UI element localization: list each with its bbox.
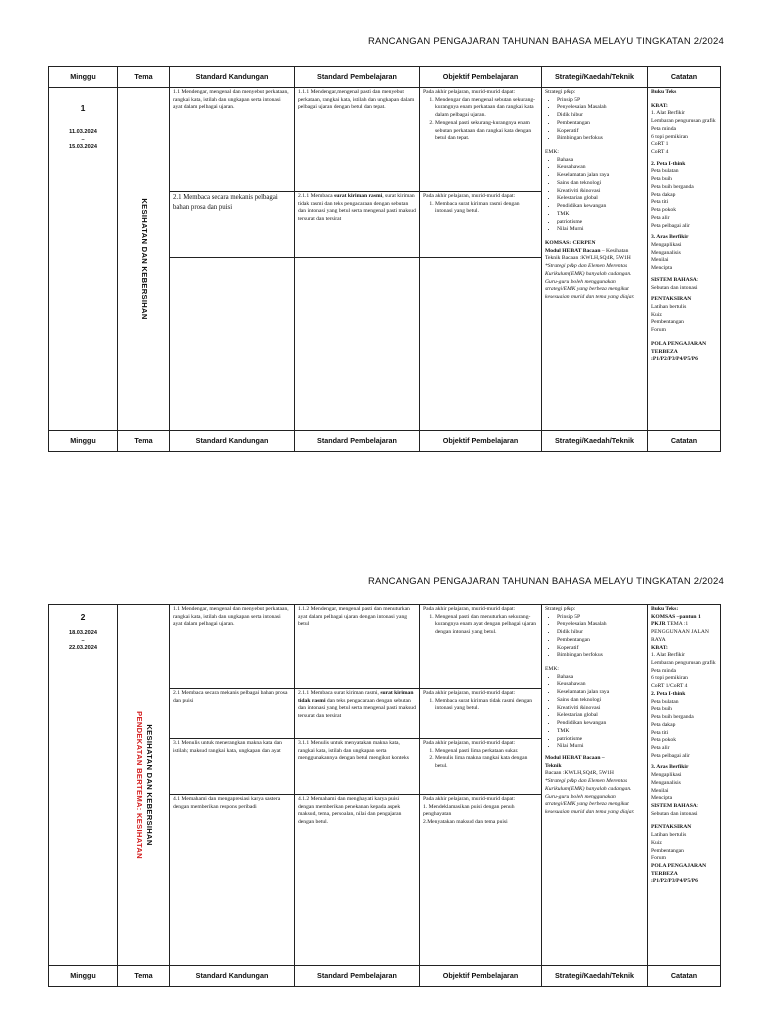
catatan-cell <box>648 605 721 966</box>
cat-line: Kuiz <box>651 839 662 846</box>
cat-line: CoRT 1/CoRT 4 <box>651 683 688 690</box>
strategi-item: • Penyelesaian Masalah <box>557 621 644 629</box>
sk-text: 1.1 Mendengar, mengenal dan menyebut perkataan, rangkai kata, istilah dan ungkapan serta intonasi ayat dalam pelbagai ujaran. <box>173 89 289 111</box>
cat-pentaksiran: PENTAKSIRAN <box>651 296 692 303</box>
cat-line: Peta dakap <box>651 721 676 728</box>
cat-sistem-bahasa-rest: : Sebutan dan intonasi <box>651 802 699 817</box>
sk-text: 2.1 Membaca secara mekanis pelbagai bahan prosa dan puisi <box>173 194 278 211</box>
cat-line: Peta buih <box>651 706 672 713</box>
objektif-cell <box>420 192 542 258</box>
week-date-start: 18.03.2024 <box>69 629 97 636</box>
table-row <box>49 88 721 192</box>
table-footer-row <box>49 431 721 452</box>
cat-pkjr: PKJR <box>651 621 666 628</box>
week-date-dash: – <box>81 637 85 644</box>
cat-line: Mencipta <box>651 795 673 802</box>
tema-red-text: PENDEKATAN BERTEMA: KESIHATAN <box>134 711 144 859</box>
cat-line: Peta alir <box>651 214 670 221</box>
strategi-item: • Pembentangan <box>557 637 644 645</box>
col-footer-catatan: Catatan <box>648 966 721 987</box>
sp-text-b: dan teks pengacaraan dengan sebutan dan intonasi yang betul serta mengenal pasti maksud tersurat dan tersirat <box>298 697 416 720</box>
week-number: 2 <box>80 612 86 622</box>
col-footer-minggu: Minggu <box>49 431 118 452</box>
emk-item: • Keselamatan jalan raya <box>557 172 644 180</box>
cat-buku-teks: Buku Teks <box>651 89 677 95</box>
op-item: 1. Mendeklamasikan puisi dengan penuh penghayatan <box>423 803 515 818</box>
tema-text: KESIHATAN DAN KEBERSIHAN <box>144 724 154 846</box>
col-footer-objektif-pembelajaran: Objektif Pembelajaran <box>420 431 542 452</box>
standard-pembelajaran-cell <box>295 88 420 192</box>
cat-sistem-bahasa: SISTEM BAHASA <box>651 802 697 809</box>
emk-item: • Bahasa <box>557 157 644 165</box>
col-header-minggu: Minggu <box>49 67 118 88</box>
cat-line: Peta pelbagai alir <box>651 222 690 229</box>
cat-line: Peta titi <box>651 199 669 206</box>
emk-item: • TMK <box>557 728 644 736</box>
cat-line: Lembaran pengurusan grafik <box>651 660 716 667</box>
cat-line: Peta buih <box>651 176 672 183</box>
sp-text: 3.1.1 Menulis untuk menyatakan makna kata, rangkai kata, istilah dan ungkapan serta menggunakannya dengan betul mengikut konteks <box>298 740 409 762</box>
cat-line: Menganalisis <box>651 779 681 786</box>
empty-cell <box>170 258 295 431</box>
cat-sistem-bahasa-rest: : Sebutan dan intonasi <box>651 276 699 291</box>
cat-line: Menganalisis <box>651 249 681 256</box>
op-item: 1. Mendengar dan mengenal sebutan sekurang-kurangnya enam perkataan dan rangkai kata dalam pelbagai ujaran. <box>435 97 538 120</box>
op-item: 2. Menulis lima makna rangkai kata dengan betul. <box>435 755 538 770</box>
cat-line: 6 topi pemikiran <box>651 133 688 140</box>
cat-line: Peta pelbagai alir <box>651 752 690 759</box>
objektif-cell <box>420 689 542 739</box>
cat-peta-title: 2. Peta I-think <box>651 160 686 167</box>
col-footer-standard-pembelajaran: Standard Pembelajaran <box>295 966 420 987</box>
strategi-item: • Prinsip 5P <box>557 614 644 622</box>
objektif-cell <box>420 795 542 966</box>
sp-text-a: 2.1.1 Membaca <box>298 193 335 199</box>
standard-pembelajaran-cell <box>295 689 420 739</box>
emk-item: • Pendidikan kewangan <box>557 720 644 728</box>
cat-line: Mengaplikasi <box>651 772 682 779</box>
sk-text: 4.1 Memahami dan mengapresiasi karya sastera dengan memberikan respons peribadi <box>173 796 281 810</box>
cat-line: Mencipta <box>651 265 673 272</box>
emk-item: • Kreativiti &inovasi <box>557 188 644 196</box>
strategi-cell <box>542 88 648 431</box>
cat-peta-title: 2. Peta I-think <box>651 690 686 697</box>
strategi-item: • Didik hibur <box>557 112 644 120</box>
cat-line: Mengaplikasi <box>651 241 682 248</box>
standard-kandungan-cell <box>170 795 295 966</box>
col-header-tema: Tema <box>118 67 170 88</box>
week-cell <box>49 88 118 431</box>
col-footer-strategi: Strategi/Kaedah/Teknik <box>542 966 648 987</box>
week-date-end: 15.03.2024 <box>69 144 97 151</box>
op-intro: Pada akhir pelajaran, murid-murid dapat: <box>423 796 516 802</box>
emk-item: • Kelestarian global <box>557 195 644 203</box>
empty-cell <box>295 258 420 431</box>
op-item: 2. Mengenal pasti sekurang-kurangnya enam sebutan perkataan dan rangkai kata dengan betul dan tepat. <box>435 120 538 143</box>
cat-line: Lembaran pengurusan grafik <box>651 118 716 125</box>
strategi-cell <box>542 605 648 966</box>
standard-pembelajaran-cell <box>295 795 420 966</box>
col-header-catatan: Catatan <box>648 67 721 88</box>
strategi-item: • Pembentangan <box>557 120 644 128</box>
table-row <box>49 605 721 689</box>
cat-line: CoRT 4 <box>651 149 669 156</box>
standard-kandungan-cell <box>170 689 295 739</box>
cat-pola: POLA PENGAJARAN TERBEZA :P1/P2/P3/P4/P5/P6 <box>651 863 707 885</box>
op-item: 1. Mengenal pasti dan menuturkan sekurang-kurangnya enam ayat dengan pelbagai ujaran dengan intonasi yang betul. <box>435 614 538 637</box>
emk-label: EMK: <box>545 666 559 673</box>
week-number: 1 <box>80 103 86 113</box>
page-title-1: RANCANGAN PENGAJARAN TAHUNAN BAHASA MELAYU TINGKATAN 2/2024 <box>367 36 724 47</box>
cat-line: Peta titi <box>651 729 669 736</box>
cat-komsas: KOMSAS –pantun 1 <box>651 613 701 620</box>
op-item: 1. Membaca surat kiriman rasmi dengan intonasi yang betul. <box>435 201 538 216</box>
cat-line: Peta alir <box>651 744 670 751</box>
cat-line: Peta buih berganda <box>651 183 694 190</box>
cat-line: Forum <box>651 327 666 334</box>
cat-line: Pembentangan <box>651 319 684 326</box>
cat-aras-title: 3. Aras Berfikir <box>651 764 689 771</box>
emk-item: • TMK <box>557 211 644 219</box>
emk-item: • Nilai Murni <box>557 226 644 234</box>
tema-cell <box>118 605 170 966</box>
week-date-end: 22.03.2024 <box>69 645 97 652</box>
emk-item: • Sains dan teknologi <box>557 180 644 188</box>
week-date-dash: – <box>81 136 85 143</box>
strategi-note: *Strategi p&p dan Elemen Merentas Kurikulum(EMK) hanyalah cadangan. Guru-guru boleh menggunakan strategi/EMK yang berbeza mengikut kesesuaian murid dan tema yang diajar. <box>545 778 635 815</box>
cat-aras-title: 3. Aras Berfikir <box>651 234 689 241</box>
cat-sistem-bahasa: SISTEM BAHASA <box>651 276 697 283</box>
emk-item: • Nilai Murni <box>557 743 644 751</box>
objektif-cell <box>420 605 542 689</box>
col-header-standard-kandungan: Standard Kandungan <box>170 67 295 88</box>
modul-rest: Teknik <box>545 762 562 769</box>
week-cell <box>49 605 118 966</box>
tema-cell <box>118 88 170 431</box>
table-header-row <box>49 67 721 88</box>
sp-text: 1.1.1 Mendengar,mengenal pasti dan menyebut perkataan, rangkai kata, istilah dan ungkapan dalam pelbagai ujaran dengan betul dan tepat. <box>298 89 415 111</box>
modul-rest: – Kesihatan <box>600 247 629 254</box>
col-header-objektif-pembelajaran: Objektif Pembelajaran <box>420 67 542 88</box>
cat-line: Pembentangan <box>651 847 684 854</box>
cat-kbat: KBAT: <box>651 644 668 651</box>
standard-pembelajaran-cell <box>295 192 420 258</box>
col-footer-standard-pembelajaran: Standard Pembelajaran <box>295 431 420 452</box>
col-footer-tema: Tema <box>118 966 170 987</box>
emk-item: • Kelestarian global <box>557 712 644 720</box>
col-footer-strategi: Strategi/Kaedah/Teknik <box>542 431 648 452</box>
strategi-item: • Penyelesaian Masalah <box>557 104 644 112</box>
strategi-note: *Strategi p&p dan Elemen Merentas Kurikulum(EMK) hanyalah cadangan. Guru-guru boleh menggunakan strategi/EMK yang berbeza mengikut kesesuaian murid dan tema yang diajar. <box>545 263 635 300</box>
op-intro: Pada akhir pelajaran, murid-murid dapat: <box>423 740 516 746</box>
standard-kandungan-cell <box>170 88 295 192</box>
op-intro: Pada akhir pelajaran, murid-murid dapat: <box>423 606 516 612</box>
col-footer-tema: Tema <box>118 431 170 452</box>
emk-item: • Pendidikan kewangan <box>557 203 644 211</box>
col-header-standard-pembelajaran: Standard Pembelajaran <box>295 67 420 88</box>
emk-item: • Keusahawan <box>557 681 644 689</box>
op-item: 1. Mengenal pasti lima perkataan sukar. <box>435 748 538 756</box>
sp-text: 4.1.2 Memahami dan menghayati karya puisi dengan memberikan penekanan kepada aspek maksud, tema, persoalan, nilai dan pengajaran dengan betul. <box>298 796 402 826</box>
cat-line: 1. Alat Berfikir <box>651 652 686 659</box>
sp-text-bold: surat kiriman tidak rasmi <box>298 690 414 704</box>
tema-label: KESIHATAN DAN KEBERSIHAN <box>139 198 149 320</box>
cat-line: Peta pokok <box>651 737 677 744</box>
emk-item: • Keusahawan <box>557 164 644 172</box>
emk-item: • Keselamatan jalan raya <box>557 689 644 697</box>
modul-label: Modul HEBAT Bacaan – <box>545 754 605 761</box>
col-footer-catatan: Catatan <box>648 431 721 452</box>
op-item: 2.Menyatakan maksud dan tema puisi <box>423 819 508 826</box>
standard-pembelajaran-cell <box>295 739 420 795</box>
cat-line: Peta buih berganda <box>651 714 694 721</box>
strategi-intro: Strategi p&p: <box>545 89 576 95</box>
cat-line: Peta bulatan <box>651 698 679 705</box>
cat-line: CoRT 1 <box>651 141 669 148</box>
page-title-2: RANCANGAN PENGAJARAN TAHUNAN BAHASA MELAYU TINGKATAN 2/2024 <box>367 576 724 587</box>
cat-line: Latihan bertulis <box>651 303 687 310</box>
cat-pkjr-rest: TEMA :1 PENGGUNAAN JALAN RAYA <box>651 621 709 643</box>
emk-label: EMK: <box>545 149 559 156</box>
sp-text-a: 2.1.1 Membaca surat kiriman rasmi, <box>298 690 381 696</box>
cat-line: 6 topi pemikiran <box>651 675 688 682</box>
teknik-bacaan: Teknik Bacaan :KWLH,SQ4R, 5W1H <box>545 255 631 262</box>
op-item: 1. Membaca surat kiriman tidak rasmi dengan intonasi yang betul. <box>435 698 538 713</box>
col-footer-standard-kandungan: Standard Kandungan <box>170 966 295 987</box>
cat-line: Peta pokok <box>651 207 677 214</box>
col-footer-objektif-pembelajaran: Objektif Pembelajaran <box>420 966 542 987</box>
sp-text-bold: surat kiriman rasmi <box>334 193 383 199</box>
emk-item: • patriotisme <box>557 219 644 227</box>
col-footer-minggu: Minggu <box>49 966 118 987</box>
emk-item: • Kreativiti &inovasi <box>557 705 644 713</box>
emk-item: • Sains dan teknologi <box>557 697 644 705</box>
cat-buku-teks: Buku Teks: <box>651 606 679 612</box>
objektif-cell <box>420 88 542 192</box>
table-footer-row <box>49 966 721 987</box>
cat-line: Peta minda <box>651 667 677 674</box>
emk-item: • Bahasa <box>557 674 644 682</box>
strategi-item: • Prinsip 5P <box>557 97 644 105</box>
cat-line: Latihan bertulis <box>651 832 687 839</box>
objektif-cell <box>420 739 542 795</box>
komsas-label: KOMSAS: CERPEN <box>545 239 596 246</box>
cat-line: Peta dakap <box>651 191 676 198</box>
standard-kandungan-cell <box>170 739 295 795</box>
sp-text: 1.1.2 Mendengar, mengenal pasti dan menuturkan ayat dalam pelbagai ujaran dengan intonasi yang betul <box>298 606 410 628</box>
week-date-start: 11.03.2024 <box>69 128 97 135</box>
strategi-item: • Koperatif <box>557 645 644 653</box>
cat-pentaksiran: PENTAKSIRAN <box>651 824 692 831</box>
cat-line: Peta minda <box>651 125 677 132</box>
cat-pola: POLA PENGAJARAN TERBEZA :P1/P2/P3/P4/P5/P6 <box>651 340 707 363</box>
empty-cell <box>420 258 542 431</box>
op-intro: Pada akhir pelajaran, murid-murid dapat: <box>423 89 516 95</box>
col-header-strategi: Strategi/Kaedah/Teknik <box>542 67 648 88</box>
strategi-item: • Koperatif <box>557 128 644 136</box>
cat-line: Forum <box>651 855 666 862</box>
modul-label: Modul HEBAT Bacaan <box>545 247 601 254</box>
lesson-plan-table-week-2 <box>48 604 721 987</box>
cat-line: Peta bulatan <box>651 168 679 175</box>
op-intro: Pada akhir pelajaran, murid-murid dapat: <box>423 193 516 199</box>
strategi-item: • Bimbingan berfokus <box>557 652 644 660</box>
cat-line: Menilai <box>651 787 669 794</box>
tema-label <box>134 711 154 859</box>
lesson-plan-table-week-1 <box>48 66 721 452</box>
cat-line: Kuiz <box>651 311 662 318</box>
cat-line: Menilai <box>651 257 669 264</box>
sk-text: 3.1 Menulis untuk menerangkan makna kata dan istilah; maksud rangkai kata, ungkapan dan ayat <box>173 740 282 754</box>
teknik-bacaan: Bacaan :KWLH,SQ4R, 5W1H <box>545 770 614 777</box>
standard-pembelajaran-cell <box>295 605 420 689</box>
standard-kandungan-cell <box>170 605 295 689</box>
sp-text-b: , surat kiriman tidak rasmi dan teks pengacaraan dengan sebutan dan intonasi yang betul serta mengenal pasti maksud tersurat dan tersirat <box>298 193 416 223</box>
col-footer-standard-kandungan: Standard Kandungan <box>170 431 295 452</box>
op-intro: Pada akhir pelajaran, murid-murid dapat: <box>423 690 516 696</box>
sk-text: 2.1 Membaca secara mekanis pelbagai bahan prosa dan puisi <box>173 690 288 704</box>
standard-kandungan-cell <box>170 192 295 258</box>
cat-line: 1. Alat Berfikir <box>651 110 686 117</box>
strategi-item: • Bimbingan berfokus <box>557 135 644 143</box>
catatan-cell <box>648 88 721 431</box>
strategi-intro: Strategi p&p: <box>545 606 576 612</box>
cat-kbat: KBAT: <box>651 102 668 109</box>
sk-text: 1.1 Mendengar, mengenal dan menyebut perkataan, rangkai kata, istilah dan ungkapan serta intonasi ayat dalam pelbagai ujaran. <box>173 606 289 628</box>
strategi-item: • Didik hibur <box>557 629 644 637</box>
emk-item: • patriotisme <box>557 736 644 744</box>
